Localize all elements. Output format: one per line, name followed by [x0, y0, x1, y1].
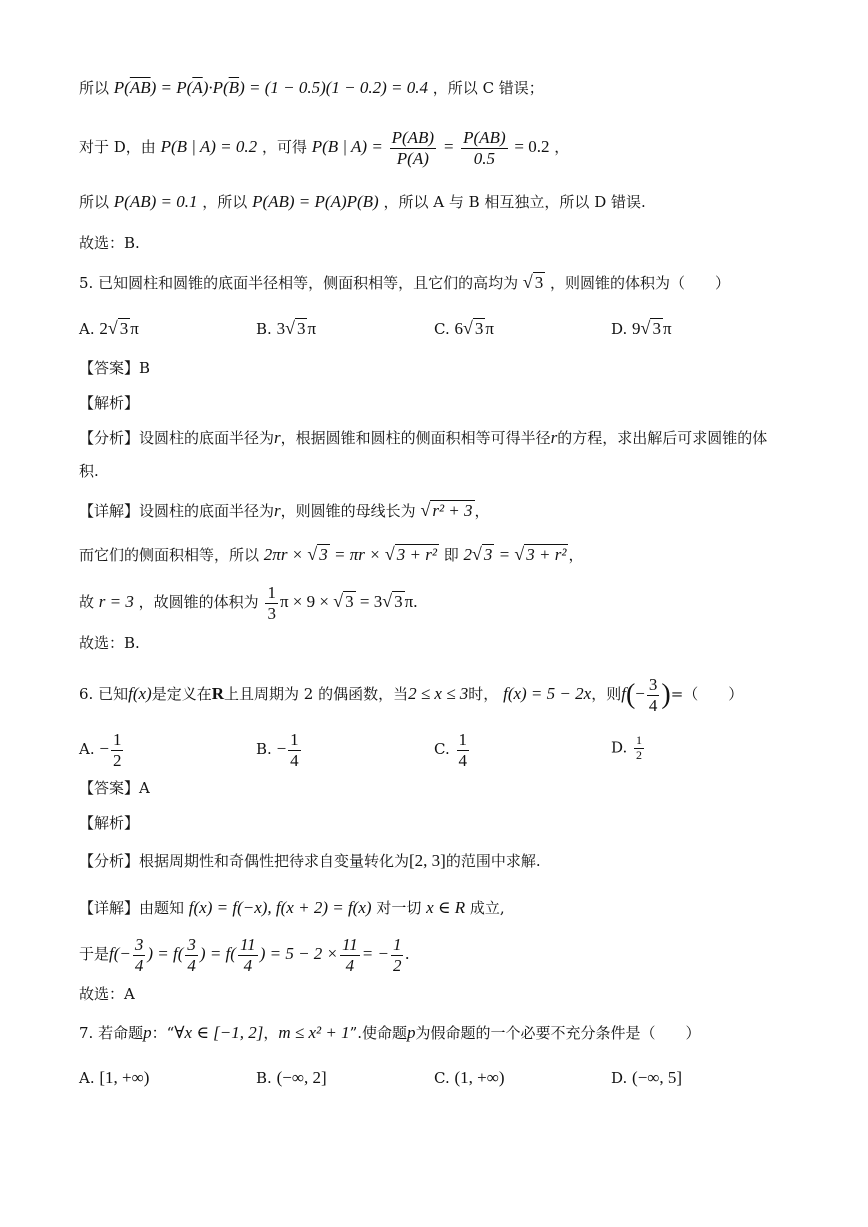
q5-stem	[79, 272, 730, 294]
q5-option-c: C. 6√ 3 π	[434, 318, 494, 338]
q5-answer: 【答案】B	[79, 359, 151, 377]
q7-option-a: A. [1, +∞)	[79, 1068, 150, 1087]
text: 所以	[79, 79, 110, 97]
q5-option-a: A. 2√ 3 π	[79, 318, 139, 338]
text: 对于 D，由	[79, 138, 156, 157]
fraction: $\frac{P(AB)}{P(A)}$	[391, 128, 435, 168]
q6-stem: 6. 已知f(x)是定义在R上且周期为 2 的偶函数，当2 ≤ x ≤ 3时， f(x) = 5 − 2x，则f(− $\frac{3}{4}$ )=（ ）	[79, 675, 744, 715]
q5-line-2: 而它们的侧面积相等，所以 2πr × √ 3 = πr × √ 3 + r² 即 2√ 3 = √ 3 + r² ，	[79, 544, 584, 564]
q6-fenxi: 【分析】根据周期性和奇偶性把待求自变量转化为[2, 3]的范围中求解.	[79, 851, 541, 870]
text: ，所以	[202, 193, 248, 211]
q5-option-d: D. 9√ 3 π	[611, 318, 672, 338]
text: 所以	[79, 193, 110, 211]
q5-fenxi: 【分析】设圆柱的底面半径为r，根据圆锥和圆柱的侧面积相等可得半径r的方程，求出解后可求圆锥的体	[79, 428, 768, 447]
q4-line-3	[79, 192, 646, 212]
q6-option-b: B. − $\frac{1}{4}$	[256, 730, 299, 770]
q7-stem: 7. 若命题p：“∀x ∈ [−1, 2]，m ≤ x² + 1”.使命题p为假命题的一个必要不充分条件是（ ）	[79, 1023, 701, 1042]
q6-option-d: D. $\frac{1}{2}$	[611, 733, 643, 762]
text: ，	[554, 138, 570, 157]
q7-option-c: C. (1, +∞)	[434, 1068, 505, 1087]
text: 5. 已知圆柱和圆锥的底面半径相等，侧面积相等，且它们的高均为	[79, 274, 519, 292]
formula: P(AB) = P(A)P(B)	[252, 192, 379, 211]
q4-line-2: 对于 D，由 P(B | A) = 0.2 ，可得 P(B | A) = $\frac{P(AB)}{P(A)}$ = $\frac{P(AB)}{0.5}$ = 0.2 ，	[79, 128, 570, 168]
fraction: $\frac{P(AB)}{0.5}$	[463, 128, 506, 168]
sqrt: √ 3	[522, 272, 544, 292]
q5-fenxi-cont: 积.	[79, 462, 99, 480]
q5-analysis-tag: 【解析】	[79, 394, 140, 412]
q6-line-2: 于是f(− $\frac{3}{4}$ ) = f( $\frac{3}{4}$ ) = f( $\frac{11}{4}$ ) = 5 − 2 × $\frac{11}{4}$ = − $\frac{1}{2}$ .	[79, 935, 410, 975]
text: ，所以 A 与 B 相互独立，所以 D 错误.	[383, 193, 646, 211]
q6-option-a: A. − $\frac{1}{2}$	[79, 730, 122, 770]
q5-line-3: 故 r = 3 ，故圆锥的体积为 $\frac{1}{3}$ π × 9 × √ 3 = 3√ 3 π.	[79, 583, 418, 623]
q4-choice: 故选：B.	[79, 234, 140, 252]
formula: P(AB) = 0.1	[113, 192, 198, 211]
formula: $P(\overline{AB}) = P(\overline{A})\cdot P(\overline{B}) = (1 - 0.5)(1 - 0.2) = 0.4$	[113, 78, 429, 97]
q6-analysis-tag: 【解析】	[79, 814, 140, 832]
q7-option-d: D. (−∞, 5]	[611, 1068, 683, 1087]
q4-line-1	[79, 78, 544, 98]
formula: P(B | A) =	[311, 137, 383, 157]
formula: = 0.2	[514, 137, 550, 157]
q5-option-b: B. 3√ 3 π	[256, 318, 317, 338]
formula: P(B | A) = 0.2	[160, 137, 258, 157]
q7-option-b: B. (−∞, 2]	[256, 1068, 327, 1087]
q5-choice: 故选：B.	[79, 634, 140, 652]
q6-choice: 故选：A	[79, 985, 135, 1003]
q6-xiangjie: 【详解】由题知 f(x) = f(−x), f(x + 2) = f(x) 对一切 x ∈ R 成立,	[79, 898, 505, 917]
text: ，可得	[261, 138, 307, 157]
text: ，则圆锥的体积为（ ）	[550, 274, 731, 292]
q6-option-c: C. $\frac{1}{4}$	[434, 730, 467, 770]
text: ，所以 C 错误；	[432, 79, 544, 97]
q5-xiangjie: 【详解】设圆柱的底面半径为r，则圆锥的母线长为 √ r² + 3 ，	[79, 500, 490, 520]
q6-answer: 【答案】A	[79, 779, 150, 797]
